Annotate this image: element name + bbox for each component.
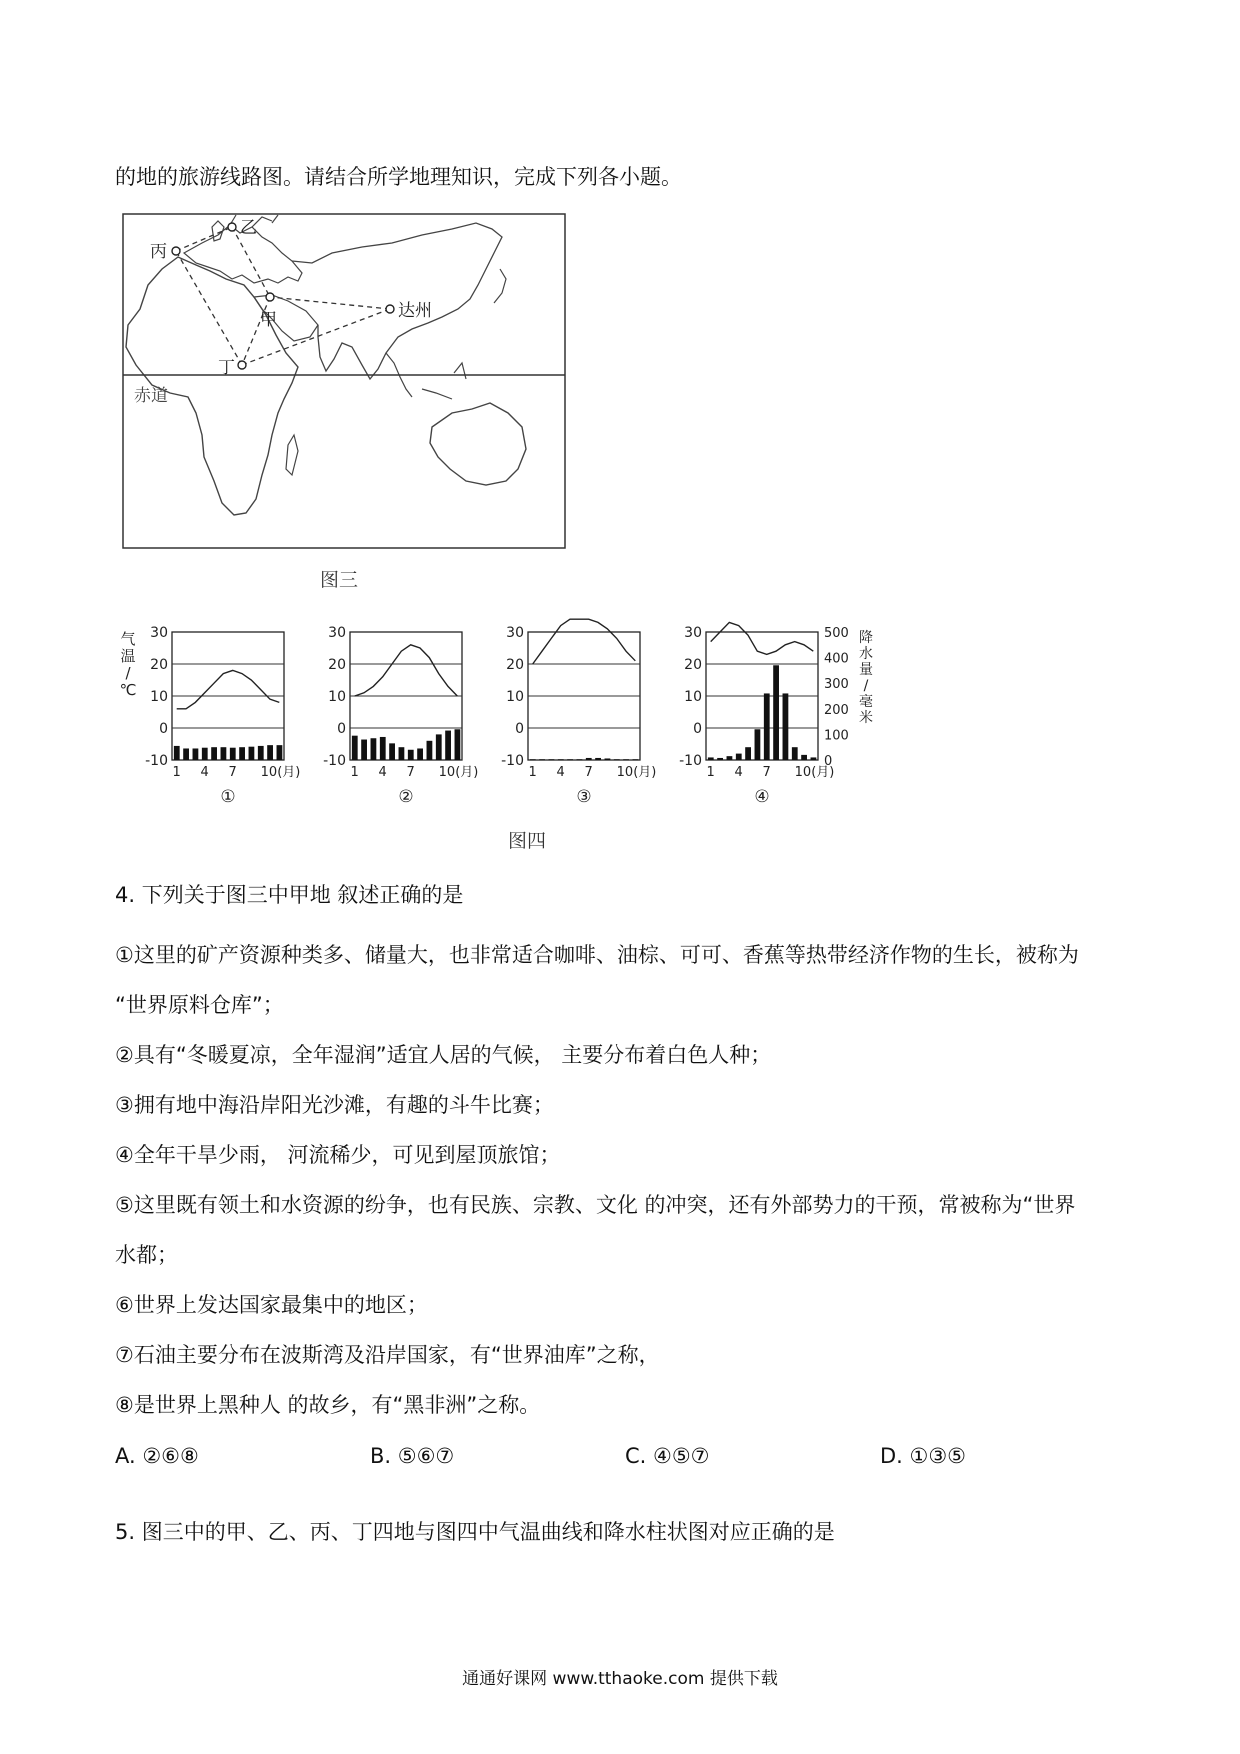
precip-bar-month-5 [211, 747, 217, 760]
precip-bar-month-9 [249, 747, 255, 760]
precip-bar-month-12 [633, 759, 639, 760]
temp-tick-label: 10 [328, 689, 346, 705]
precip-bar-month-5 [389, 743, 395, 760]
temp-tick-label: 30 [506, 625, 524, 641]
precip-axis-label-char: 降 [859, 630, 873, 646]
month-tick-label: 7 [228, 765, 237, 780]
figure4-caption: 图四 [508, 830, 547, 852]
climate-panel-1 [145, 625, 300, 807]
precip-bar-month-12 [811, 757, 817, 760]
month-tick-label: 4 [200, 765, 209, 780]
climate-panel-2 [323, 625, 478, 807]
precip-bar-month-8 [417, 748, 423, 760]
precip-bar-month-10 [614, 759, 620, 760]
page-footer: 通通好课网 www.tthaoke.com 提供下载 [462, 1669, 778, 1689]
q5-stem: 5. 图三中的甲、乙、丙、丁四地与图四中气温曲线和降水柱状图对应正确的是 [115, 1520, 835, 1544]
precip-bar-month-1 [708, 757, 714, 760]
precip-bar-month-5 [567, 759, 573, 760]
precip-tick-label: 100 [824, 728, 849, 744]
temp-tick-label: -10 [501, 753, 524, 769]
month-tick-label: 1 [172, 765, 181, 780]
temp-tick-label: 30 [684, 625, 702, 641]
precip-bar-month-6 [577, 759, 583, 760]
month-tick-label: 7 [406, 765, 415, 780]
q4-statement-4: ④全年干旱少雨， 河流稀少，可见到屋顶旅馆； [115, 1143, 561, 1167]
precip-bar-month-6 [399, 747, 405, 760]
precip-axis-label-char: 毫 [859, 694, 873, 710]
q4-statement-6: ⑥世界上发达国家最集中的地区； [115, 1293, 428, 1317]
figure3-caption: 图三 [320, 569, 359, 591]
temp-tick-label: 20 [506, 657, 524, 673]
precip-bar-month-2 [183, 748, 189, 760]
precip-tick-label: 500 [824, 626, 849, 641]
yi-label: 乙 [240, 218, 257, 238]
precip-bar-month-3 [371, 738, 377, 760]
bing-marker [172, 247, 180, 255]
route-map [122, 213, 566, 549]
precip-tick-label: 0 [824, 754, 833, 769]
q4-stem: 4. 下列关于图三中甲地 叙述正确的是 [115, 883, 464, 907]
precip-bar-month-4 [736, 754, 742, 760]
precip-bar-month-8 [595, 758, 601, 760]
precip-axis-label-char: 量 [859, 662, 873, 678]
q4-statement-3: ③拥有地中海沿岸阳光沙滩，有趣的斗牛比赛； [115, 1093, 554, 1117]
temp-tick-label: 10 [150, 689, 168, 705]
precip-bar-month-10 [258, 746, 264, 760]
precip-bar-month-7 [586, 758, 592, 760]
precip-bar-month-7 [408, 750, 414, 760]
month-tick-label: 4 [734, 765, 743, 780]
temp-axis-label-char: 气 [120, 630, 136, 648]
climate-charts [120, 618, 960, 838]
precip-bar-month-1 [352, 736, 358, 760]
q4-statement-5b: 水都； [115, 1243, 178, 1267]
temp-tick-label: -10 [679, 753, 702, 769]
precip-bar-month-10 [792, 747, 798, 760]
precip-bar-month-3 [727, 756, 733, 760]
precip-bar-month-3 [549, 759, 555, 760]
temp-tick-label: 0 [515, 721, 524, 737]
precip-bar-month-6 [755, 729, 761, 760]
panel-number-label: ① [220, 787, 236, 807]
temp-tick-label: 0 [337, 721, 346, 737]
jia-marker [266, 293, 274, 301]
precip-bar-month-3 [193, 748, 199, 760]
precip-bar-month-9 [783, 693, 789, 760]
temp-tick-label: -10 [323, 753, 346, 769]
temp-axis-label-char: 温 [120, 647, 136, 665]
precip-bar-month-1 [530, 759, 536, 760]
map-frame [123, 214, 565, 548]
jia-label: 甲 [260, 310, 277, 330]
month-tick-label: 10(月) [794, 765, 835, 780]
month-tick-label: 1 [706, 765, 715, 780]
bing-label: 丙 [150, 242, 167, 262]
month-tick-label: 10(月) [438, 765, 479, 780]
precip-tick-label: 400 [824, 651, 849, 667]
temp-tick-label: 0 [693, 721, 702, 737]
precip-bar-month-7 [764, 693, 770, 760]
q4-option-d[interactable]: D. ①③⑤ [880, 1444, 966, 1468]
dazhou-marker [386, 305, 394, 313]
climate-panel-4 [679, 622, 834, 807]
temp-axis-label-char: / [125, 664, 131, 682]
yi-marker [228, 223, 236, 231]
precip-bar-month-7 [230, 748, 236, 760]
temp-tick-label: 20 [328, 657, 346, 673]
month-tick-label: 4 [378, 765, 387, 780]
precip-bar-month-8 [239, 747, 245, 760]
dazhou-label: 达州 [398, 301, 432, 321]
precip-bar-month-2 [717, 758, 723, 760]
month-tick-label: 7 [762, 765, 771, 780]
temp-tick-label: 10 [506, 689, 524, 705]
temp-tick-label: 30 [150, 625, 168, 641]
precip-tick-label: 300 [824, 677, 849, 693]
q4-statement-1a: ①这里的矿产资源种类多、储量大，也非常适合咖啡、油棕、可可、香蕉等热带经济作物的生长，被称为 [115, 943, 1079, 967]
panel-number-label: ② [398, 787, 414, 807]
precip-bar-month-10 [436, 734, 442, 760]
q4-statement-1b: “世界原料仓库”； [115, 993, 284, 1017]
precip-axis-label-char: / [863, 678, 869, 694]
precip-bar-month-6 [221, 747, 227, 760]
precip-bar-month-9 [605, 758, 611, 760]
month-tick-label: 1 [528, 765, 537, 780]
precip-bar-month-4 [380, 737, 386, 760]
temp-tick-label: 20 [684, 657, 702, 673]
precip-bar-month-2 [539, 759, 545, 760]
precip-bar-month-4 [202, 748, 208, 760]
precip-bar-month-5 [745, 747, 751, 760]
precip-bar-month-12 [277, 745, 283, 760]
panel-number-label: ④ [754, 787, 770, 807]
month-tick-label: 10(月) [616, 765, 657, 780]
month-tick-label: 10(月) [260, 765, 301, 780]
temp-tick-label: 10 [684, 689, 702, 705]
q4-statement-5a: ⑤这里既有领土和水资源的纷争，也有民族、宗教、文化 的冲突，还有外部势力的干预，常被称为“世界 [115, 1193, 1076, 1217]
intro-text: 的地的旅游线路图。请结合所学地理知识，完成下列各小题。 [115, 165, 682, 189]
temp-axis-label-char: ℃ [120, 681, 137, 699]
climate-panel-3 [501, 619, 656, 807]
q4-statement-7: ⑦石油主要分布在波斯湾及沿岸国家，有“世界油库”之称， [115, 1343, 660, 1367]
month-tick-label: 4 [556, 765, 565, 780]
panel-number-label: ③ [576, 787, 592, 807]
temp-tick-label: 30 [328, 625, 346, 641]
q4-statement-8: ⑧是世界上黑种人 的故乡，有“黑非洲”之称。 [115, 1393, 541, 1417]
precip-tick-label: 200 [824, 702, 849, 718]
precip-bar-month-4 [558, 759, 564, 760]
precip-bar-month-11 [801, 755, 807, 760]
q4-option-a[interactable]: A. ②⑥⑧ [115, 1444, 199, 1468]
precip-axis-label-char: 水 [859, 646, 873, 662]
q4-option-b[interactable]: B. ⑤⑥⑦ [370, 1444, 455, 1468]
q4-option-c[interactable]: C. ④⑤⑦ [625, 1444, 710, 1468]
precip-bar-month-8 [773, 665, 779, 760]
precip-bar-month-2 [361, 740, 367, 760]
precip-bar-month-11 [267, 745, 273, 760]
month-tick-label: 1 [350, 765, 359, 780]
temp-tick-label: -10 [145, 753, 168, 769]
precip-bar-month-9 [427, 741, 433, 760]
temp-tick-label: 0 [159, 721, 168, 737]
q4-statement-2: ②具有“冬暖夏凉，全年湿润”适宜人居的气候， 主要分布着白色人种； [115, 1043, 772, 1067]
temp-tick-label: 20 [150, 657, 168, 673]
equator-label: 赤道 [134, 386, 168, 406]
precip-bar-month-1 [174, 746, 180, 760]
ding-marker [238, 361, 246, 369]
precip-bar-month-12 [455, 729, 461, 760]
ding-label: 丁 [218, 358, 235, 378]
month-tick-label: 7 [584, 765, 593, 780]
precip-bar-month-11 [623, 759, 629, 760]
precip-bar-month-11 [445, 731, 451, 760]
precip-axis-label-char: 米 [859, 710, 873, 726]
